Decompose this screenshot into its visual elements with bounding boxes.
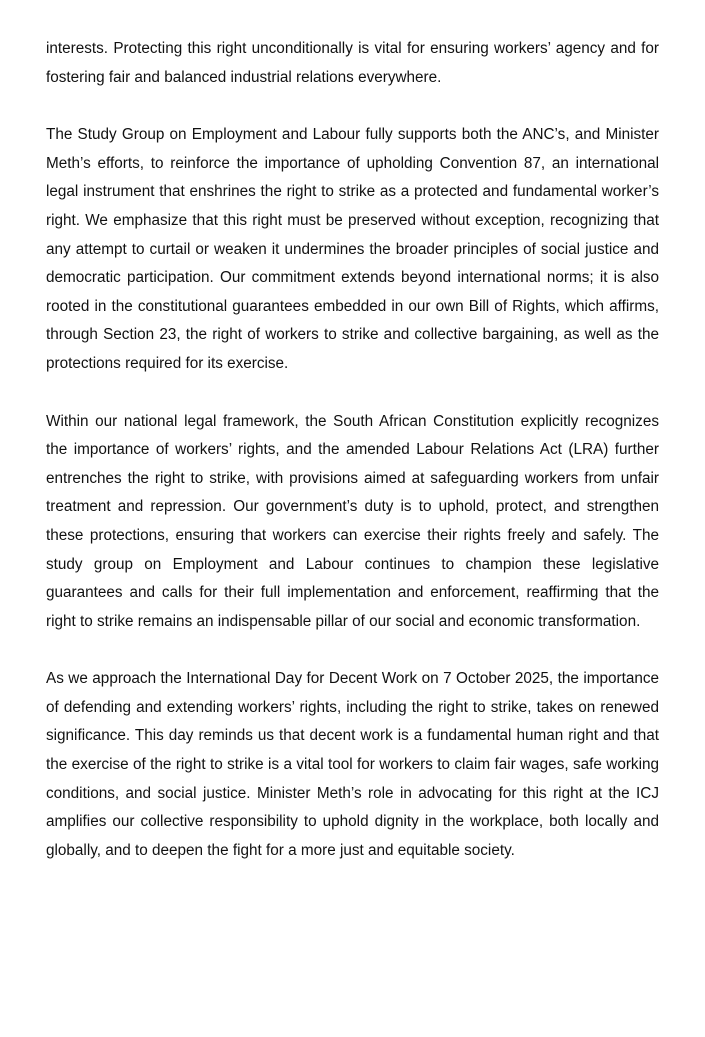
- paragraph-convention-87: The Study Group on Employment and Labour fully supports both the ANC’s, and Minister Meth’s efforts, to reinforce the importance of upholding Convention 87, an international legal instrument that enshrines the right to strike as a protected and fundamental worker’s right. We emphasize that this right must be preserved without exception, recognizing that any attempt to curtail or weaken it undermines the broader principles of social justice and democratic participation. Our commitment extends beyond international norms; it is also rooted in the constitutional guarantees embedded in our own Bill of Rights, which affirms, through Section 23, the right of workers to strike and collective bargaining, as well as the protections required for its exercise.: [46, 126, 659, 372]
- paragraph-workers-agency: interests. Protecting this right unconditionally is vital for ensuring workers’ agency and for fostering fair and balanced industrial relations everywhere.: [46, 40, 659, 86]
- paragraph-decent-work-day: As we approach the International Day for Decent Work on 7 October 2025, the importance of defending and extending workers’ rights, including the right to strike, takes on renewed significance. This day reminds us that decent work is a fundamental human right and that the exercise of the right to strike is a vital tool for workers to claim fair wages, safe working conditions, and social justice. Minister Meth’s role in advocating for this right at the ICJ amplifies our collective responsibility to uphold dignity in the workplace, both locally and globally, and to deepen the fight for a more just and equitable society.: [46, 670, 659, 859]
- paragraph-national-framework: Within our national legal framework, the South African Constitution explicitly recognizes the importance of workers’ rights, and the amended Labour Relations Act (LRA) further entrenches the right to strike, with provisions aimed at safeguarding workers from unfair treatment and repression. Our government’s duty is to uphold, protect, and strengthen these protections, ensuring that workers can exercise their rights freely and safely. The study group on Employment and Labour continues to champion these legislative guarantees and calls for their full implementation and enforcement, reaffirming that the right to strike remains an indispensable pillar of our social and economic transformation.: [46, 412, 659, 630]
